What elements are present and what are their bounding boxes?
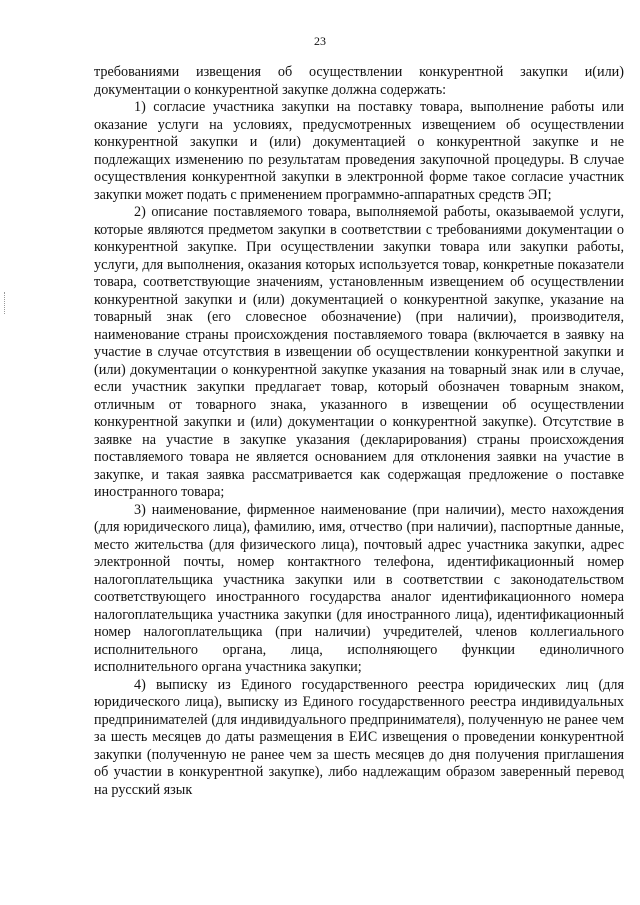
paragraph-intro: требованиями извещения об осуществлении конкурентной закупки и(или) документации о конкурентной закупке должна содержать: <box>94 64 624 98</box>
paragraph-item-2: 2) описание поставляемого товара, выполняемой работы, оказываемой услуги, которые являются предметом закупки в соответствии с требованиями документации о конкурентной закупке. При осуществлении закупки товара или закупки работы, услуги, для выполнения, оказания которых используется товар, конкретные показатели товара, соответствующие значениям, установленным извещением об осуществлении конкурентной закупки и (или) документацией о конкурентной закупке, указание на товарный знак (его словесное обозначение) (при наличии), производителя, наименование страны происхождения поставляемого товара (включается в заявку на участие в случае отсутствия в извещении об осуществлении конкурентной закупки и (или) документации о конкурентной закупке указания на товарный знак или в случае, если участник закупки предлагает товар, который обозначен товарным знаком, отличным от товарного знака, указанного в извещении об осуществлении конкурентной закупки и (или) документации о конкурентной закупке). Отсутствие в заявке на участие в закупке указания (декларирования) страны происхождения поставляемого товара не является основанием для отклонения заявки на участие в закупке, и такая заявка рассматривается как содержащая предложение о поставке иностранного товара; <box>94 204 624 500</box>
paragraph-item-3: 3) наименование, фирменное наименование (при наличии), место нахождения (для юридического лица), фамилию, имя, отчество (при наличии), паспортные данные, место жительства (для физического лица), почтовый адрес участника закупки, адрес электронной почты, номер контактного телефона, идентификационный номер налогоплательщика участника закупки или в соответствии с законодательством соответствующего иностранного государства аналог идентификационного номера налогоплательщика участника закупки (для иностранного лица), идентификационный номер налогоплательщика (при наличии) учредителей, членов коллегиального исполнительного органа, лица, исполняющего функции единоличного исполнительного органа участника закупки; <box>94 501 624 675</box>
document-body <box>94 64 624 799</box>
paragraph-item-1: 1) согласие участника закупки на поставку товара, выполнение работы или оказание услуги на условиях, предусмотренных извещением об осуществлении конкурентной закупки и (или) документацией о конкурентной закупке и не подлежащих изменению по результатам проведения закупочной процедуры. В случае осуществления конкурентной закупки в электронной форме такое согласие участник закупки может подать с применением программно-аппаратных средств ЭП; <box>94 99 624 203</box>
page-number: 23 <box>314 34 326 48</box>
margin-scan-mark <box>4 292 6 314</box>
paragraph-item-4: 4) выписку из Единого государственного реестра юридических лиц (для юридического лица), выписку из Единого государственного реестра индивидуальных предпринимателей (для индивидуального предпринимателя), полученную не ранее чем за шесть месяцев до даты размещения в ЕИС извещения о проведении конкурентной закупки (полученную не ранее чем за шесть месяцев до дня получения приглашения об участии в конкурентной закупке), либо надлежащим образом заверенный перевод на русский язык <box>94 676 624 798</box>
